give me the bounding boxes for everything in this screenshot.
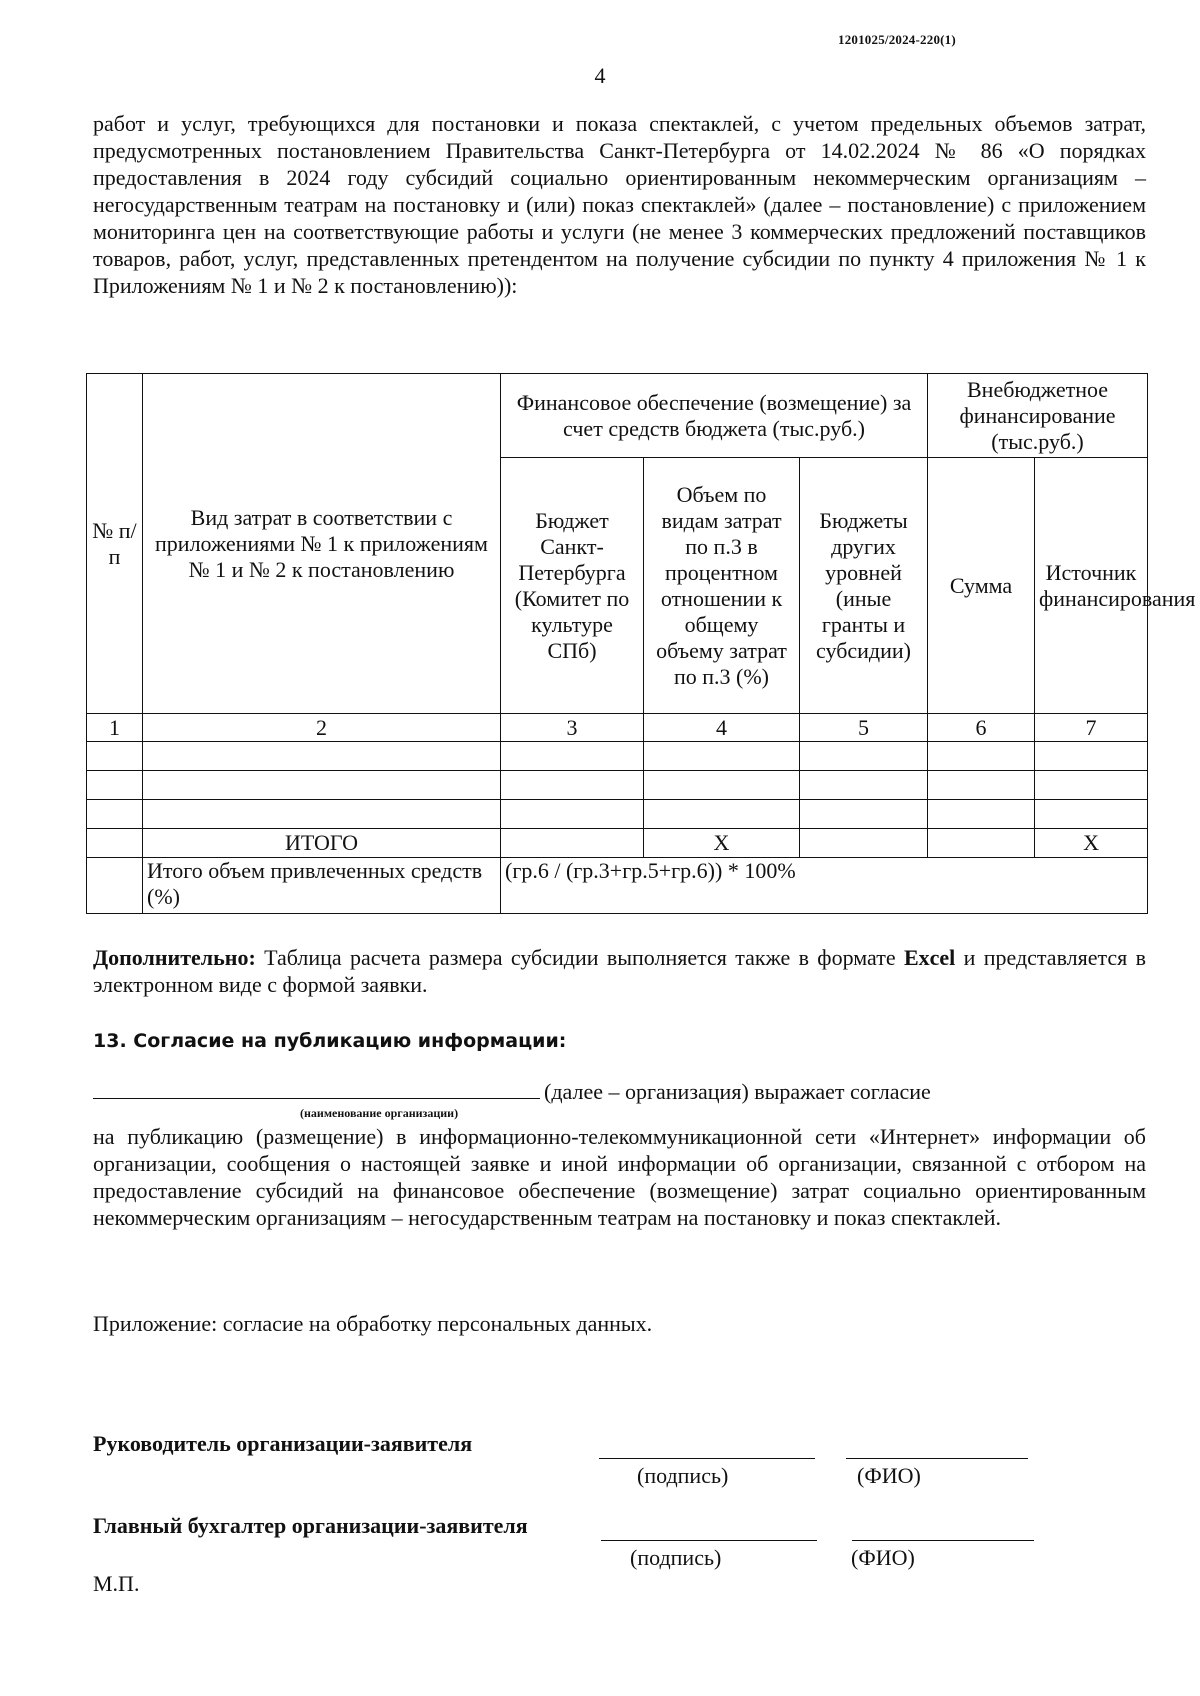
table-cell[interactable] [87,858,143,914]
table-cell[interactable] [1035,742,1148,771]
head-name-line[interactable] [846,1458,1028,1459]
table-cell[interactable] [1035,800,1148,829]
document-number: 1201025/2024-220(1) [838,32,956,47]
accountant-name-line[interactable] [852,1540,1034,1541]
col-number-2: 2 [143,714,501,742]
accountant-signature-line[interactable] [601,1540,817,1541]
header-col-expense-type: Вид затрат в соответствии с приложениями № 1 к приложениям № 1 и № 2 к постановлению [143,374,501,714]
page-number: 4 [594,63,606,88]
total-mark-col7: Х [1035,829,1148,858]
head-name-caption: (ФИО) [857,1463,921,1488]
attracted-funds-row [87,858,1148,914]
subsidy-calculation-table [86,373,1196,914]
table-cell[interactable] [143,800,501,829]
table-cell[interactable] [87,771,143,800]
table-cell[interactable] [87,742,143,771]
table-cell[interactable] [644,771,800,800]
consent-suffix: (далее – организация) выражает согласие [544,1079,931,1104]
col-number-5: 5 [800,714,928,742]
col-number-3: 3 [501,714,644,742]
header-col-number: № п/п [87,374,143,714]
col-number-7: 7 [1035,714,1148,742]
accountant-name-caption: (ФИО) [851,1545,915,1570]
table-cell[interactable] [800,800,928,829]
table-cell[interactable] [644,800,800,829]
col-number-4: 4 [644,714,800,742]
accountant-signature-caption: (подпись) [630,1545,722,1570]
table-cell[interactable] [501,771,644,800]
table-cell[interactable] [143,771,501,800]
attracted-funds-label: Итого объем привлеченных средств (%) [143,858,501,914]
section-13-title: 13. Согласие на публикацию информации: [93,1030,567,1052]
organization-name-caption: (наименование организации) [300,1106,459,1120]
head-signature-line[interactable] [599,1458,815,1459]
header-col-percent: Объем по видам затрат по п.3 в процентном отношении к общему объему затрат по п.3 (%) [644,458,800,714]
header-col-source: Источник финансирования [1035,458,1148,714]
table-cell[interactable] [501,829,644,858]
total-mark-col4: Х [644,829,800,858]
table-row [87,771,1148,800]
table-cell[interactable] [800,742,928,771]
accountant-signatory-label: Главный бухгалтер организации-заявителя [93,1513,528,1538]
column-numbers-row [87,714,1148,742]
additional-text: Таблица расчета размера субсидии выполняется также в формате [264,945,896,970]
header-group-budget: Финансовое обеспечение (возмещение) за счет средств бюджета (тыс.руб.) [501,374,928,458]
consent-paragraph: на публикацию (размещение) в информационно-телекоммуникационной сети «Интернет» информации об организации, сообщения о настоящей заявке и иной информации об организации, связанной с отбором на предоставление субсидий на финансовое обеспечение (возмещение) затрат социально ориентированным некоммерческим организациям – негосударственным театрам на постановку и показ спектаклей. [93,1124,1146,1230]
consent-org-line [93,1078,931,1105]
additional-note [93,944,1146,998]
table-cell[interactable] [800,829,928,858]
head-signatory-label: Руководитель организации-заявителя [93,1431,473,1456]
header-col-sum: Сумма [928,458,1035,714]
header-col-spb-budget: Бюджет Санкт-Петербурга (Комитет по культуре СПб) [501,458,644,714]
organization-name-blank[interactable] [93,1078,540,1099]
attracted-funds-formula: (гр.6 / (гр.3+гр.5+гр.6)) * 100% [501,858,1148,914]
stamp-placeholder: М.П. [93,1571,140,1596]
table-cell[interactable] [143,742,501,771]
table-cell[interactable] [644,742,800,771]
table-cell[interactable] [928,742,1035,771]
table-cell[interactable] [501,800,644,829]
col-number-1: 1 [87,714,143,742]
table-cell[interactable] [501,742,644,771]
additional-label: Дополнительно: [93,945,256,970]
header-group-extrabudget: Внебюджетное финансирование (тыс.руб.) [928,374,1148,458]
table-row [87,800,1148,829]
table-cell[interactable] [928,771,1035,800]
table-cell[interactable] [928,800,1035,829]
table-cell[interactable] [928,829,1035,858]
appendix-note: Приложение: согласие на обработку персональных данных. [93,1311,653,1336]
table-cell[interactable] [87,829,143,858]
head-signature-caption: (подпись) [637,1463,729,1488]
table-cell[interactable] [800,771,928,800]
table-row [87,742,1148,771]
intro-paragraph: работ и услуг, требующихся для постановки и показа спектаклей, с учетом предельных объемов затрат, предусмотренных постановлением Правительства Санкт-Петербурга от 14.02.2024 № 86 «О порядках предоставления в 2024 году субсидий социально ориентированным некоммерческим организациям – негосударственным театрам на постановку и (или) показ спектаклей» (далее – постановление) с приложением мониторинга цен на соответствующие работы и услуги (не менее 3 коммерческих предложений поставщиков товаров, работ, услуг, представленных претендентом на получение субсидии по пункту 4 приложения № 1 к Приложениям № 1 и № 2 к постановлению)): [93,111,1146,298]
total-label: ИТОГО [143,829,501,858]
table-cell[interactable] [87,800,143,829]
col-number-6: 6 [928,714,1035,742]
total-row [87,829,1148,858]
excel-format: Excel [903,945,956,970]
table-cell[interactable] [1035,771,1148,800]
additional-text-continued: и представляется в электронном виде с формой заявки. [93,945,1147,997]
header-col-other-budgets: Бюджеты других уровней (иные гранты и субсидии) [800,458,928,714]
